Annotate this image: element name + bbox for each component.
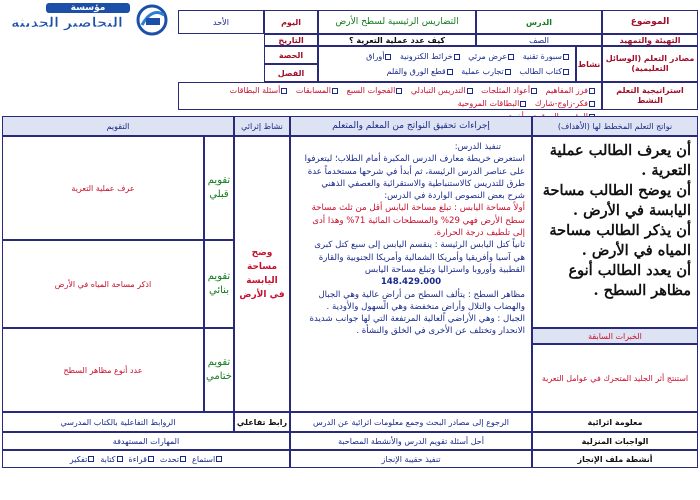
eval-text-formative: اذكر مساحة المياه في الأرض bbox=[2, 240, 204, 328]
opt-reciprocal[interactable]: التدريس التبادلي bbox=[411, 84, 473, 97]
class-label: الفصل bbox=[264, 64, 318, 82]
opt-textbook[interactable]: كتاب الطالب bbox=[519, 64, 569, 79]
activity-label: نشاط bbox=[576, 46, 602, 82]
col-procedures-header: إجراءات تحقيق النواتج من المعلم والمتعلم bbox=[290, 116, 532, 136]
resources-options bbox=[318, 46, 576, 82]
opt-smart-board[interactable]: سبورة تقنية bbox=[523, 49, 569, 64]
checkbox-icon bbox=[332, 88, 338, 94]
outcome-item: أن يعدد الطالب أنوع مظاهر السطح . bbox=[568, 262, 691, 299]
eval-type-final: تقويم ختامي bbox=[204, 328, 234, 412]
skills-label: المهارات المستهدفة bbox=[2, 432, 290, 450]
logo bbox=[2, 1, 174, 39]
date-label: التاريخ bbox=[264, 34, 318, 46]
skill-reading[interactable]: قراءة bbox=[129, 455, 154, 464]
strategy-row1 bbox=[182, 84, 598, 110]
skill-writing[interactable]: كتابة bbox=[100, 455, 122, 464]
enrichment-value: وضح مساحة اليابسة في الأرض bbox=[239, 248, 285, 300]
checkbox-icon bbox=[396, 88, 402, 94]
outcomes-list bbox=[533, 137, 697, 305]
procedure-line: إلى تلطيف درجة الحرارة. bbox=[433, 228, 525, 239]
homework-label: الواجبات المنزلية bbox=[532, 432, 698, 450]
eval-type-formative: تقويم بنائي bbox=[204, 240, 234, 328]
procedures-cell bbox=[290, 136, 532, 412]
checkbox-icon bbox=[520, 101, 526, 107]
outcome-item: أن يذكر الطالب مساحة المياه في الأرض . bbox=[549, 222, 691, 259]
checkbox-icon bbox=[467, 88, 473, 94]
outcome-item: أن يوضح الطالب مساحة اليابسة في الأرض . bbox=[542, 182, 691, 219]
procedure-line: استعرض خريطة معارف الدرس المكبرة أمام الطلاب؛ ليتعرفوا bbox=[304, 154, 525, 165]
strategy-label: استراتيجية التعلم النشط bbox=[602, 82, 698, 110]
prior-knowledge-label: الخبرات السابقة bbox=[532, 328, 698, 344]
opt-papers[interactable]: أوراق bbox=[366, 49, 391, 64]
skills-options bbox=[2, 450, 290, 468]
opt-paper-pen[interactable]: قطع الورق والقلم bbox=[387, 64, 453, 79]
procedure-line: شرح بعض النصوص الواردة في الدرس: bbox=[384, 191, 525, 202]
portfolio-label: أنشطة ملف الإنجاز bbox=[532, 450, 698, 468]
opt-video[interactable]: عرض مرئي bbox=[468, 49, 514, 64]
col-outcomes-header: نواتج التعلم المخطط لها (الأهداف) bbox=[532, 116, 698, 136]
procedure-line: سطح الأرض فهي 29% والمسطحات المائية 71% وهذا أدى bbox=[312, 215, 525, 226]
opt-e-maps[interactable]: خرائط الكترونية bbox=[400, 49, 460, 64]
day-label: اليوم bbox=[264, 10, 318, 34]
checkbox-icon bbox=[117, 456, 123, 462]
link-label: رابط تفاعلي bbox=[234, 412, 290, 432]
intro-label: التهيئة والتمهيد bbox=[602, 34, 698, 46]
period-label: الحصة bbox=[264, 46, 318, 64]
opt-card-questions[interactable]: أسئلة البطاقات bbox=[230, 84, 288, 97]
checkbox-icon bbox=[505, 69, 511, 75]
checkbox-icon bbox=[88, 456, 94, 462]
prior-knowledge-value: استنتج أثر الجليد المتحرك في عوامل التعرية bbox=[532, 344, 698, 412]
resources-row2 bbox=[322, 64, 572, 79]
procedure-line: مظاهر السطح : يتألف السطح من أراضٍ عالية وهي الجبال bbox=[318, 289, 525, 300]
skill-listening[interactable]: استماع bbox=[192, 455, 222, 464]
checkbox-icon bbox=[508, 54, 514, 60]
outcome-item: أن يعرف الطالب عملية التعرية . bbox=[549, 142, 691, 179]
link-value[interactable]: الروابط التفاعلية بالكتاب المدرسي bbox=[2, 412, 234, 432]
skill-thinking[interactable]: تفكير bbox=[70, 455, 95, 464]
portfolio-value: تنفيذ حقيبة الإنجاز bbox=[290, 450, 532, 468]
topic-label: الموضوع bbox=[602, 10, 698, 34]
checkbox-icon bbox=[563, 54, 569, 60]
opt-contests[interactable]: المسابقات bbox=[296, 84, 338, 97]
procedure-line: طرق للتدريس كالاستنباطية والاستقرائية والعصفي الذهني bbox=[321, 178, 525, 189]
procedure-line: على عناصر الدرس الرئيسة، ثم أبدأ في شرحها مستخدماً عدة bbox=[307, 166, 525, 177]
checkbox-icon bbox=[589, 101, 595, 107]
checkbox-icon bbox=[589, 88, 595, 94]
eval-text-final: عدد أنوع مظاهر السطح bbox=[2, 328, 204, 412]
strategy-options bbox=[178, 82, 602, 110]
eval-text-pre: عرف عملية التعرية bbox=[2, 136, 204, 240]
procedure-line: هي آسيا وأفريقيا وأمريكا الشمالية وأمريكا الجنوبية والقارة bbox=[318, 252, 525, 263]
opt-ice-sticks[interactable]: أعواد المثلجات bbox=[481, 84, 537, 97]
eval-type-pre: تقويم قبلي bbox=[204, 136, 234, 240]
checkbox-icon bbox=[531, 88, 537, 94]
procedure-line: 148.429.000 bbox=[380, 277, 442, 288]
procedure-line: أولاً مساحة اليابس : تبلغ مساحة اليابس أقل من ثلث مساحة bbox=[311, 203, 525, 214]
opt-seven-gaps[interactable]: الفجوات السبع bbox=[347, 84, 403, 97]
logo-line1: مؤسسة bbox=[46, 3, 130, 13]
checkbox-icon bbox=[385, 54, 391, 60]
homework-value: أحل أسئلة تقويم الدرس والأنشطة المصاحبة bbox=[290, 432, 532, 450]
procedure-line: والهضاب والتلال وأراضٍ منخفضة وهي السهول والأودية . bbox=[326, 301, 525, 312]
col-enrichment-header: نشاط إثرائي bbox=[234, 116, 290, 136]
lesson-label: الدرس bbox=[476, 10, 602, 34]
logo-emblem bbox=[132, 3, 172, 37]
procedures-heading: تنفيذ الدرس: bbox=[454, 142, 501, 152]
procedure-line: الانحدار وتختلف عن الأخرى في الخلق والنشأة . bbox=[356, 326, 525, 337]
info-value: الرجوع إلى مصادر البحث وجمع معلومات اثرائية عن الدرس bbox=[290, 412, 532, 432]
grade-value: الصف bbox=[476, 34, 602, 46]
opt-concept-sort[interactable]: فرز المفاهيم bbox=[546, 84, 595, 97]
day-value: الأحد bbox=[178, 10, 264, 34]
opt-fan-cards[interactable]: البطاقات المروحية bbox=[458, 97, 527, 110]
checkbox-icon bbox=[281, 88, 287, 94]
checkbox-icon bbox=[148, 456, 154, 462]
opt-think-pair-share[interactable]: فكر-زاوج-شارك bbox=[535, 97, 595, 110]
opt-experiments[interactable]: تجارب عملية bbox=[461, 64, 511, 79]
checkbox-icon bbox=[216, 456, 222, 462]
skill-speaking[interactable]: تحدث bbox=[160, 455, 186, 464]
checkbox-icon bbox=[563, 69, 569, 75]
checkbox-icon bbox=[180, 456, 186, 462]
resources-label: مصادر التعلم (الوسائل التعليمية) bbox=[602, 46, 698, 82]
intro-question: كيف عدد عملية التعرية ؟ bbox=[318, 34, 476, 46]
lesson-title: التضاريس الرئيسية لسطح الأرض bbox=[318, 10, 476, 34]
logo-line2: التحاضير الحديثة bbox=[11, 15, 123, 31]
procedure-line: القطبية وأوروبا واستراليا وتبلغ مساحة اليابس bbox=[364, 264, 525, 275]
procedure-line: ثانياً كتل اليابس الرئيسة : ينقسم اليابس إلى سبع كتل كبرى bbox=[314, 240, 525, 251]
procedure-line: الجبال : وهي الأراضي العالية المرتفعة التي لها جوانب شديدة bbox=[309, 314, 525, 325]
enrichment-cell bbox=[234, 136, 290, 412]
col-evaluation-header: التقويم bbox=[2, 116, 234, 136]
resources-row1 bbox=[322, 49, 572, 64]
checkbox-icon bbox=[447, 69, 453, 75]
checkbox-icon bbox=[454, 54, 460, 60]
info-label: معلومة اثرائية bbox=[532, 412, 698, 432]
outcomes-cell bbox=[532, 136, 698, 328]
